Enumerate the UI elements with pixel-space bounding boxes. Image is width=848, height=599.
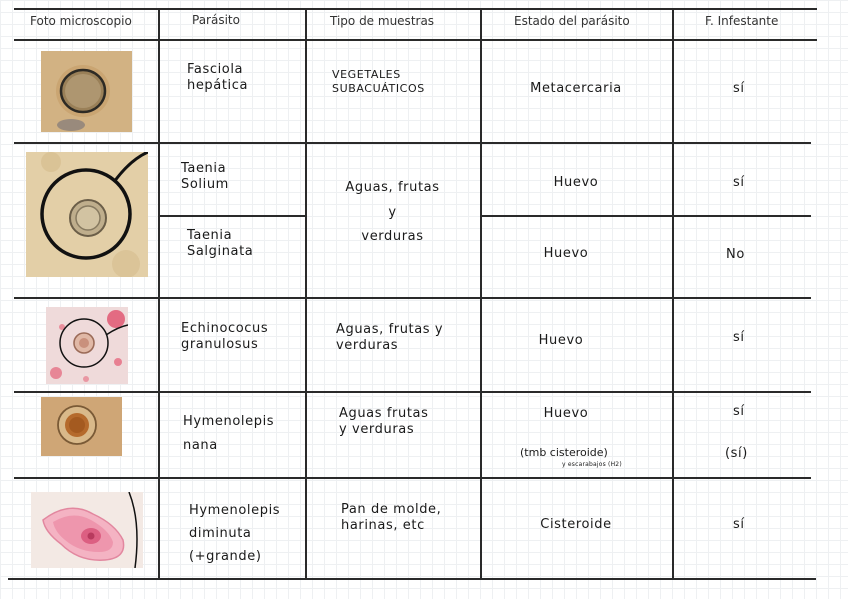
header-infective-form: F. Infestante — [705, 14, 779, 28]
row5-state-extra: (tmb cisteroide) — [520, 446, 608, 459]
header-parasite: Parásito — [192, 13, 240, 27]
row4-bottom-line — [14, 391, 811, 393]
row1-parasite: Fasciola hepática — [187, 62, 249, 94]
row3-infective: No — [726, 247, 745, 262]
taenia-egg-photo — [26, 152, 148, 277]
row1-state: Metacercaria — [530, 81, 622, 96]
row2-infective: sí — [733, 175, 745, 190]
taenia-egg-image — [26, 152, 148, 277]
row5-infective-extra: (sí) — [725, 446, 748, 461]
echinococcus-egg-image — [46, 307, 128, 384]
row4-parasite: Echinococus granulosus — [181, 321, 269, 353]
row5-state-note: y escarabajos (H2) — [562, 461, 622, 468]
row2-split-line-right — [480, 215, 811, 217]
hymenolepis-nana-egg-image — [41, 397, 122, 456]
fasciola-egg-image — [41, 51, 132, 132]
row5-parasite: Hymenolepis nana — [183, 414, 275, 454]
row6-sample: Pan de molde, harinas, etc — [341, 502, 442, 534]
row2-split-line-left — [158, 215, 305, 217]
echinococcus-egg-photo — [46, 307, 128, 384]
header-parasite-state: Estado del parásito — [514, 14, 630, 28]
row3-bottom-line — [14, 297, 811, 299]
col1-line — [158, 8, 160, 579]
fasciola-egg-photo — [41, 51, 132, 132]
table-bottom-line — [8, 578, 816, 580]
row3-parasite: Taenia Salginata — [187, 228, 254, 260]
row4-sample: Aguas, frutas y verduras — [336, 322, 444, 354]
row4-state: Huevo — [538, 333, 584, 348]
hymenolepis-diminuta-image — [31, 492, 143, 568]
row1-infective: sí — [733, 81, 745, 96]
row5-bottom-line — [14, 477, 811, 479]
row5-state: Huevo — [543, 406, 589, 421]
row5-sample: Aguas frutas y verduras — [339, 406, 429, 438]
col2-line — [305, 8, 307, 579]
row1-bottom-line — [14, 142, 811, 144]
header-photo: Foto microscopio — [30, 14, 132, 28]
row2-state: Huevo — [553, 175, 599, 190]
row5-infective: sí — [733, 404, 745, 419]
row6-state: Cisteroide — [540, 517, 612, 532]
row2-parasite: Taenia Solium — [181, 161, 229, 193]
header-bottom-line — [14, 39, 817, 41]
header-sample-type: Tipo de muestras — [330, 14, 435, 28]
col4-line — [672, 8, 674, 579]
header-top-line — [14, 8, 817, 10]
row6-parasite: Hymenolepis diminuta (+grande) — [189, 503, 281, 564]
row4-infective: sí — [733, 330, 745, 345]
row2-sample: Aguas, frutas y verduras — [345, 180, 440, 245]
row6-infective: sí — [733, 517, 745, 532]
hymenolepis-diminuta-cysticercoid-photo — [31, 492, 143, 568]
hymenolepis-nana-egg-photo — [41, 397, 122, 456]
row3-state: Huevo — [543, 246, 589, 261]
row1-sample: VEGETALES SUBACUÁTICOS — [332, 68, 425, 95]
